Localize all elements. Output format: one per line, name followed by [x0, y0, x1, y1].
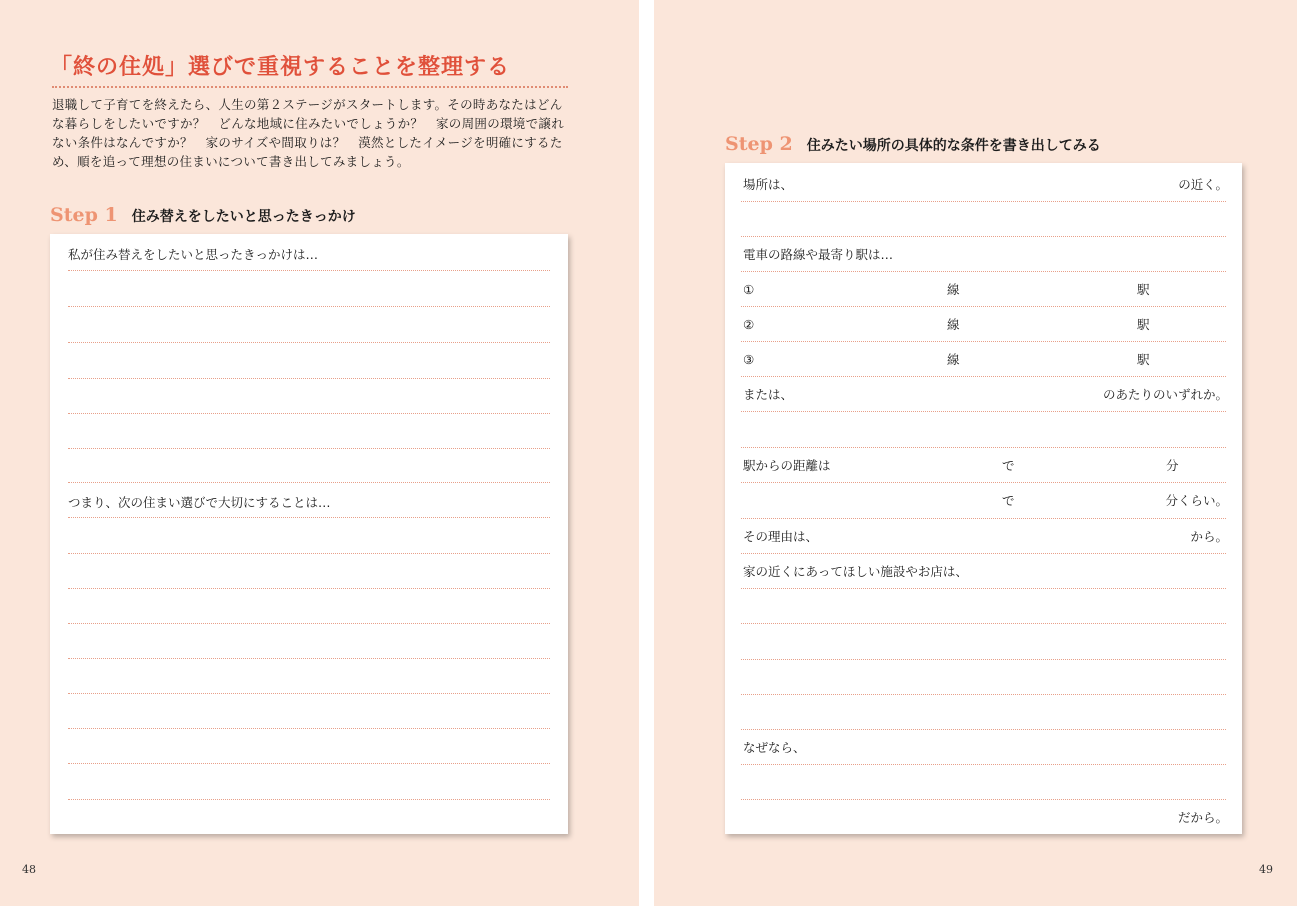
write-line[interactable] — [741, 236, 1226, 237]
write-line[interactable] — [741, 729, 1226, 730]
reason-suffix: から。 — [1190, 529, 1228, 544]
write-line[interactable] — [68, 270, 550, 271]
because-prompt: なぜなら、 — [743, 740, 806, 755]
write-line[interactable] — [68, 588, 550, 589]
train-prompt: 電車の路線や最寄り駅は… — [743, 247, 894, 262]
page-heading: 「終の住処」選びで重視することを整理する — [50, 55, 511, 80]
or-prefix: または、 — [743, 387, 794, 402]
write-line[interactable] — [741, 376, 1226, 377]
station-2-number: ② — [743, 317, 755, 332]
write-line[interactable] — [741, 553, 1226, 554]
left-page — [0, 0, 639, 906]
distance-approx-label: 分くらい。 — [1165, 493, 1228, 508]
distance-by-label-2: で — [1002, 493, 1015, 508]
write-line[interactable] — [68, 448, 550, 449]
station-3-line-label: 線 — [947, 352, 960, 367]
write-line[interactable] — [741, 271, 1226, 272]
distance-minutes-label: 分 — [1166, 458, 1179, 473]
write-line[interactable] — [741, 799, 1226, 800]
write-line[interactable] — [741, 764, 1226, 765]
distance-prefix: 駅からの距離は — [743, 458, 831, 473]
intro-paragraph: 退職して子育てを終えたら、人生の第２ステージがスタートします。その時あなたはどんな暮らしをしたいですか？ どんな地域に住みたいでしょうか？ 家の周囲の環境で譲れない条件はなんですか？ 家のサイズや間取りは？ 漠然としたイメージを明確にするため、順を追って理想の住まいについて書き出してみましょう。 — [52, 97, 565, 169]
step2-heading: 住みたい場所の具体的な条件を書き出してみる — [806, 138, 1101, 154]
step1-label: Step 1 — [50, 204, 118, 226]
write-line[interactable] — [741, 659, 1226, 660]
write-line[interactable] — [741, 482, 1226, 483]
write-line[interactable] — [68, 623, 550, 624]
place-prefix: 場所は、 — [743, 177, 794, 192]
station-3-station-label: 駅 — [1137, 352, 1150, 367]
or-suffix: のあたりのいずれか。 — [1102, 387, 1228, 402]
station-3-number: ③ — [743, 352, 755, 367]
write-line[interactable] — [741, 306, 1226, 307]
step1-title — [50, 204, 356, 226]
because-suffix: だから。 — [1177, 810, 1228, 825]
step1-prompt-priority: つまり、次の住まい選びで大切にすることは… — [68, 495, 331, 510]
station-1-station-label: 駅 — [1137, 282, 1150, 297]
step1-heading: 住み替えをしたいと思ったきっかけ — [131, 209, 356, 225]
station-2-station-label: 駅 — [1137, 317, 1150, 332]
place-suffix: の近く。 — [1178, 177, 1228, 192]
write-line[interactable] — [741, 588, 1226, 589]
write-line[interactable] — [68, 342, 550, 343]
write-line[interactable] — [68, 553, 550, 554]
page-number-right: 49 — [1259, 863, 1273, 876]
heading-divider — [52, 86, 568, 88]
distance-by-label: で — [1002, 458, 1015, 473]
step1-worksheet — [50, 234, 568, 834]
page-number-left: 48 — [22, 863, 36, 876]
right-page — [654, 0, 1297, 906]
write-line[interactable] — [68, 728, 550, 729]
facilities-prompt: 家の近くにあってほしい施設やお店は、 — [743, 564, 968, 579]
step2-worksheet — [725, 163, 1242, 834]
write-line[interactable] — [741, 518, 1226, 519]
write-line[interactable] — [741, 623, 1226, 624]
write-line[interactable] — [68, 693, 550, 694]
write-line[interactable] — [68, 658, 550, 659]
write-line[interactable] — [68, 517, 550, 518]
station-1-number: ① — [743, 282, 755, 297]
step2-title — [725, 133, 1101, 155]
write-line[interactable] — [68, 306, 550, 307]
station-1-line-label: 線 — [947, 282, 960, 297]
write-line[interactable] — [741, 341, 1226, 342]
station-2-line-label: 線 — [947, 317, 960, 332]
write-line[interactable] — [741, 201, 1226, 202]
write-line[interactable] — [68, 378, 550, 379]
write-line[interactable] — [68, 482, 550, 483]
step1-prompt-trigger: 私が住み替えをしたいと思ったきっかけは… — [68, 247, 319, 262]
reason-prefix: その理由は、 — [743, 529, 819, 544]
step2-label: Step 2 — [725, 133, 793, 155]
write-line[interactable] — [741, 694, 1226, 695]
write-line[interactable] — [741, 447, 1226, 448]
write-line[interactable] — [741, 411, 1226, 412]
write-line[interactable] — [68, 763, 550, 764]
write-line[interactable] — [68, 799, 550, 800]
write-line[interactable] — [68, 413, 550, 414]
